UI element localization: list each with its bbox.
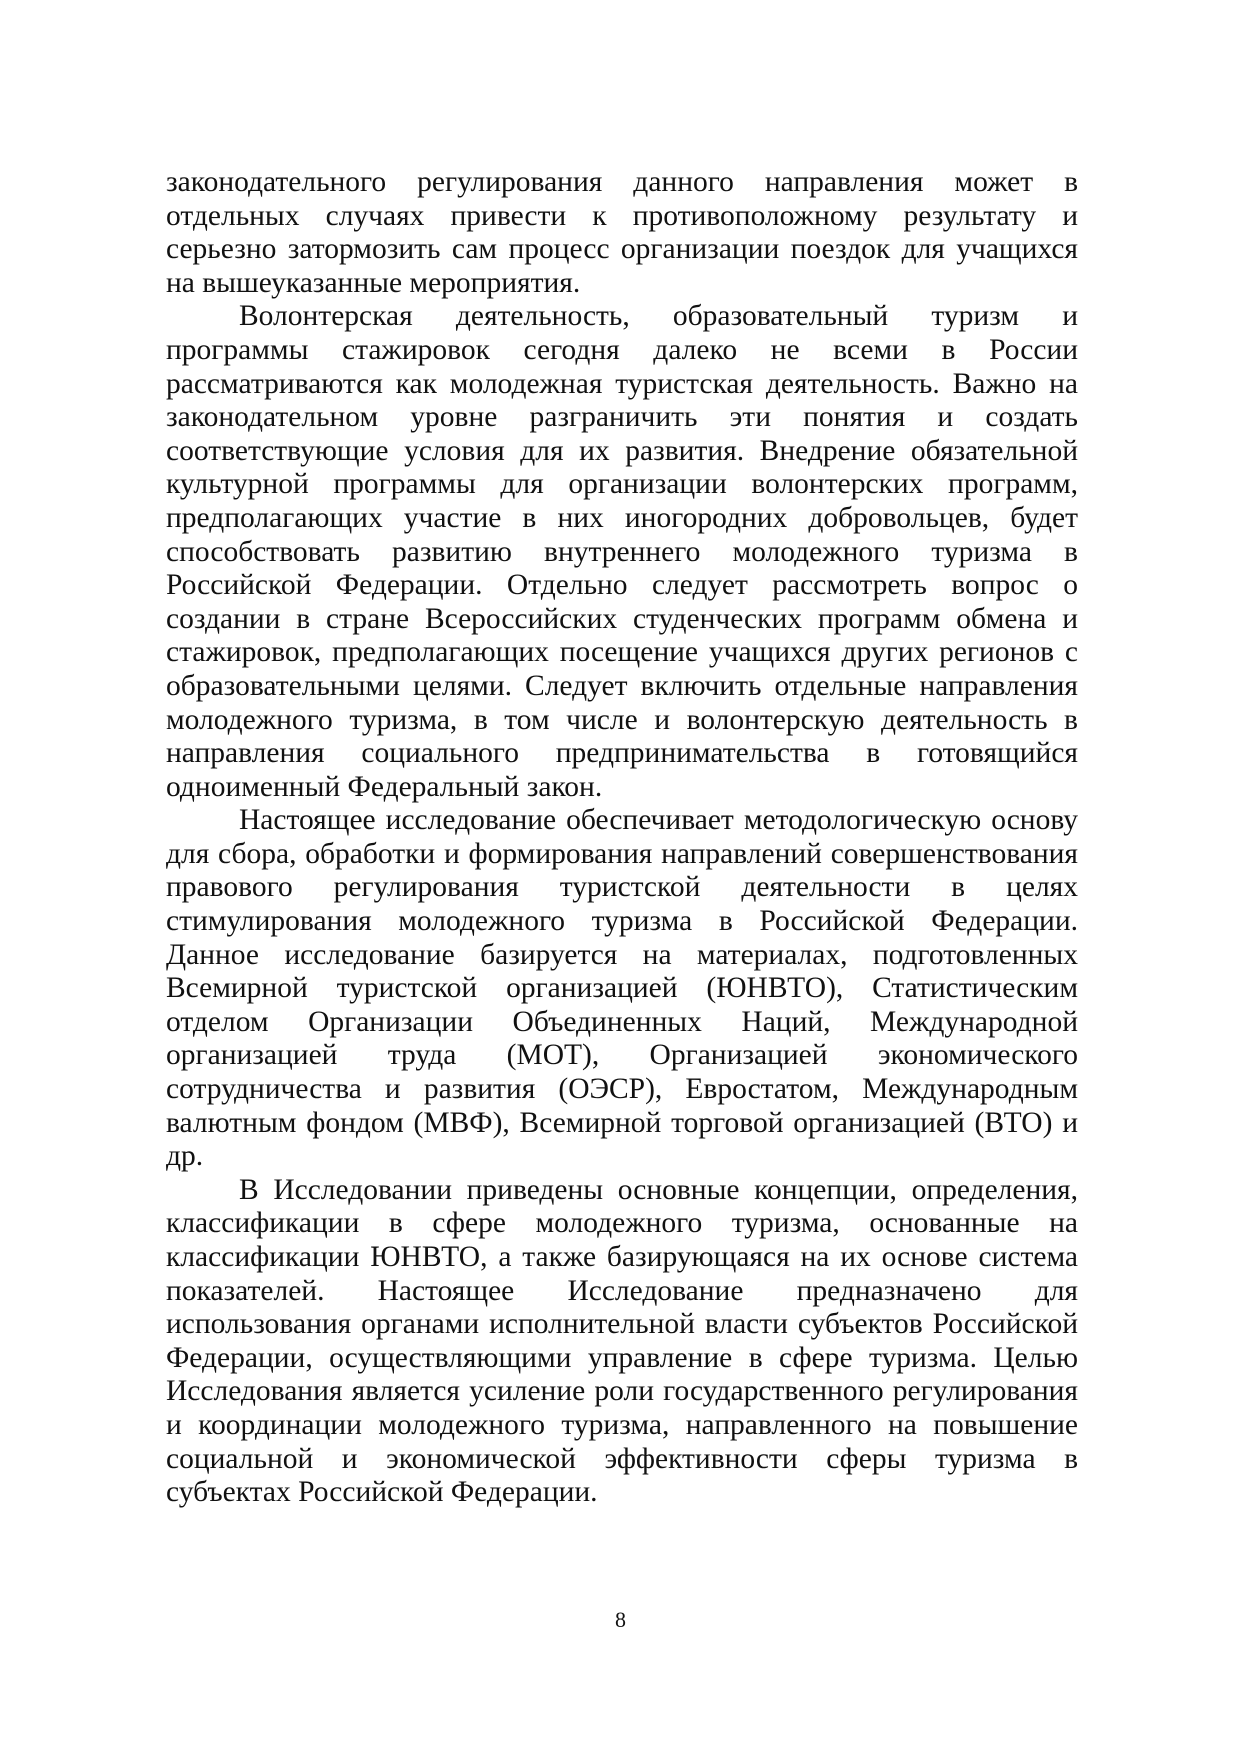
paragraph-3: Настоящее исследование обеспечивает методологическую основу для сбора, обработки и формирования направлений совершенствования правового регулирования туристской деятельности в целях стимулирования молодежного туризма в Российской Федерации. Данное исследование базируется на материалах, подготовленных Всемирной туристской организацией (ЮНВТО), Статистическим отделом Организации Объединенных Наций, Международной организацией труда (МОТ), Организацией экономического сотрудничества и развития (ОЭСР), Евростатом, Международным валютным фондом (МВФ), Всемирной торговой организацией (ВТО) и др. — [166, 804, 1078, 1173]
paragraph-4: В Исследовании приведены основные концепции, определения, классификации в сфере молодежного туризма, основанные на классификации ЮНВТО, а также базирующаяся на их основе система показателей. Настоящее Исследование предназначено для использования органами исполнительной власти субъектов Российской Федерации, осуществляющими управление в сфере туризма. Целью Исследования является усиление роли государственного регулирования и координации молодежного туризма, направленного на повышение социальной и экономической эффективности сферы туризма в субъектах Российской Федерации. — [166, 1173, 1078, 1509]
page-number: 8 — [615, 1607, 626, 1632]
paragraph-2: Волонтерская деятельность, образовательный туризм и программы стажировок сегодня далеко не всеми в России рассматриваются как молодежная туристская деятельность. Важно на законодательном уровне разграничить эти понятия и создать соответствующие условия для их развития. Внедрение обязательной культурной программы для организации волонтерских программ, предполагающих участие в них иногородних добровольцев, будет способствовать развитию внутреннего молодежного туризма в Российской Федерации. Отдельно следует рассмотреть вопрос о создании в стране Всероссийских студенческих программ обмена и стажировок, предполагающих посещение учащихся других регионов с образовательными целями. Следует включить отдельные направления молодежного туризма, в том числе и волонтерскую деятельность в направления социального предпринимательства в готовящийся одноименный Федеральный закон. — [166, 300, 1078, 803]
body-text — [166, 166, 1078, 1510]
paragraph-1: законодательного регулирования данного направления может в отдельных случаях привести к противоположному результату и серьезно затормозить сам процесс организации поездок для учащихся на вышеуказанные мероприятия. — [166, 166, 1078, 299]
